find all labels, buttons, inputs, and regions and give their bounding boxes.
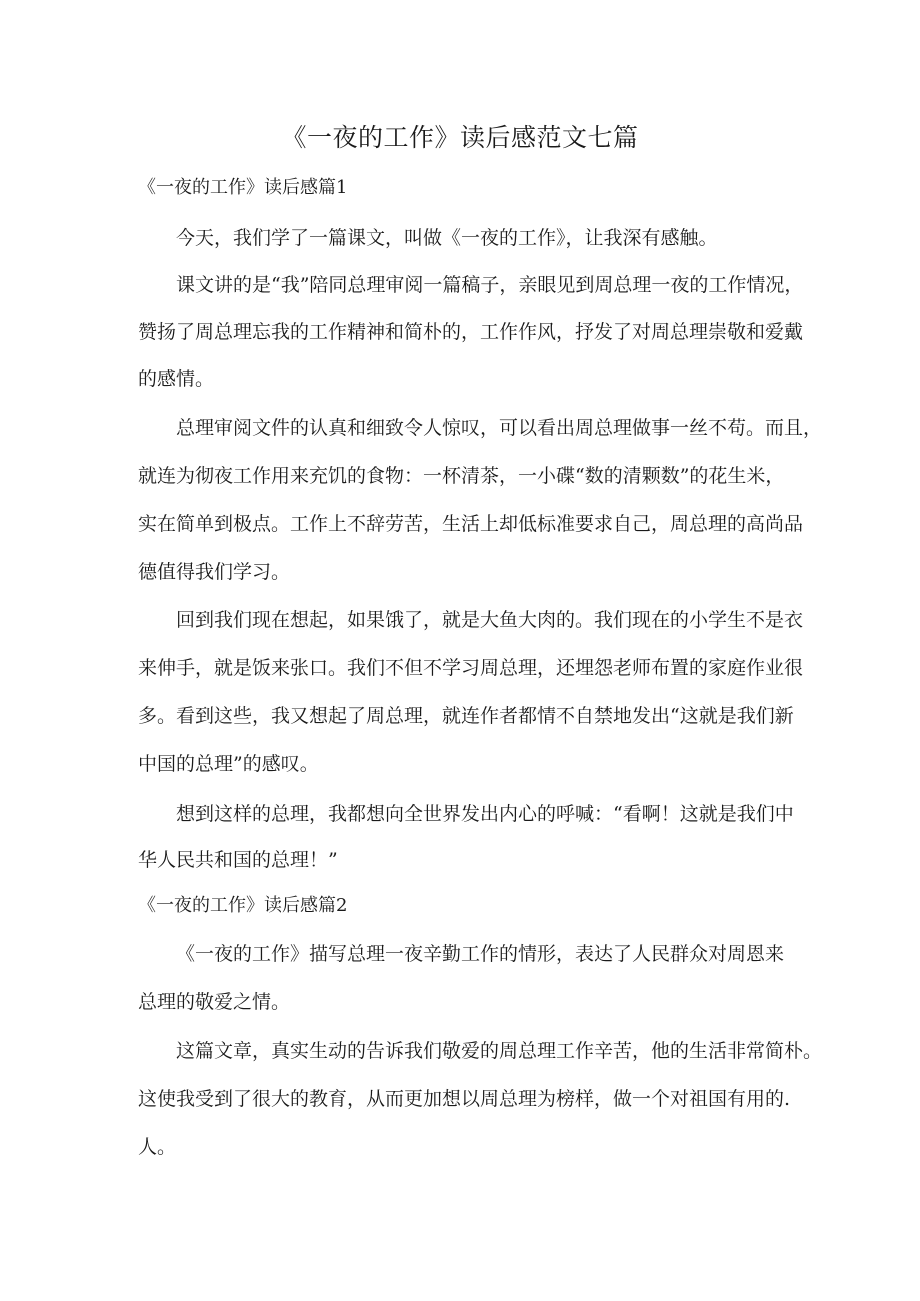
paragraph-line: 总理的敬爱之情。 [138, 991, 291, 1013]
paragraph-line: 华人民共和国的总理！” [138, 849, 338, 871]
paragraph-line: 来伸手，就是饭来张口。我们不但不学习周总理，还埋怨老师布置的家庭作业很 [138, 657, 804, 679]
paragraph-line: 回到我们现在想起，如果饿了，就是大鱼大肉的。我们现在的小学生不是衣 [176, 609, 804, 631]
section-heading-1: 《一夜的工作》读后感篇1 [138, 177, 348, 198]
paragraph-line: 这篇文章，真实生动的告诉我们敬爱的周总理工作辛苦，他的生活非常简朴。 [176, 1040, 823, 1062]
paragraph-line: 《一夜的工作》描写总理一夜辛勤工作的情形，表达了人民群众对周恩来 [176, 943, 785, 965]
paragraph-line: 今天，我们学了一篇课文，叫做《一夜的工作》，让我深有感触。 [176, 227, 718, 249]
paragraph-line: 这使我受到了很大的教育，从而更加想以周总理为榜样，做一个对祖国有用的. [138, 1088, 791, 1110]
paragraph-line: 中国的总理”的感叹。 [138, 753, 319, 775]
paragraph-line: 德值得我们学习。 [138, 561, 291, 583]
paragraph-line: 多。看到这些，我又想起了周总理，就连作者都情不自禁地发出“这就是我们新 [138, 705, 794, 727]
paragraph-line: 的感情。 [138, 368, 215, 390]
paragraph-line: 人。 [138, 1136, 177, 1158]
section-heading-2: 《一夜的工作》读后感篇2 [138, 895, 348, 916]
paragraph-line: 实在简单到极点。工作上不辞劳苦，生活上却低标准要求自己，周总理的高尚品 [138, 513, 804, 535]
paragraph-line: 赞扬了周总理忘我的工作精神和简朴的，工作作风，抒发了对周总理崇敬和爱戴 [138, 321, 804, 343]
paragraph-line: 就连为彻夜工作用来充饥的食物：一杯清茶，一小碟“数的清颗数”的花生米， [138, 465, 785, 487]
document-title: 《一夜的工作》读后感范文七篇 [281, 123, 639, 152]
paragraph-line: 课文讲的是“我”陪同总理审阅一篇稿子，亲眼见到周总理一夜的工作情况， [176, 274, 804, 296]
paragraph-line: 想到这样的总理，我都想向全世界发出内心的呼喊：“看啊！这就是我们中 [176, 803, 794, 825]
paragraph-line: 总理审阅文件的认真和细致令人惊叹，可以看出周总理做事一丝不苟。而且， [176, 417, 823, 439]
